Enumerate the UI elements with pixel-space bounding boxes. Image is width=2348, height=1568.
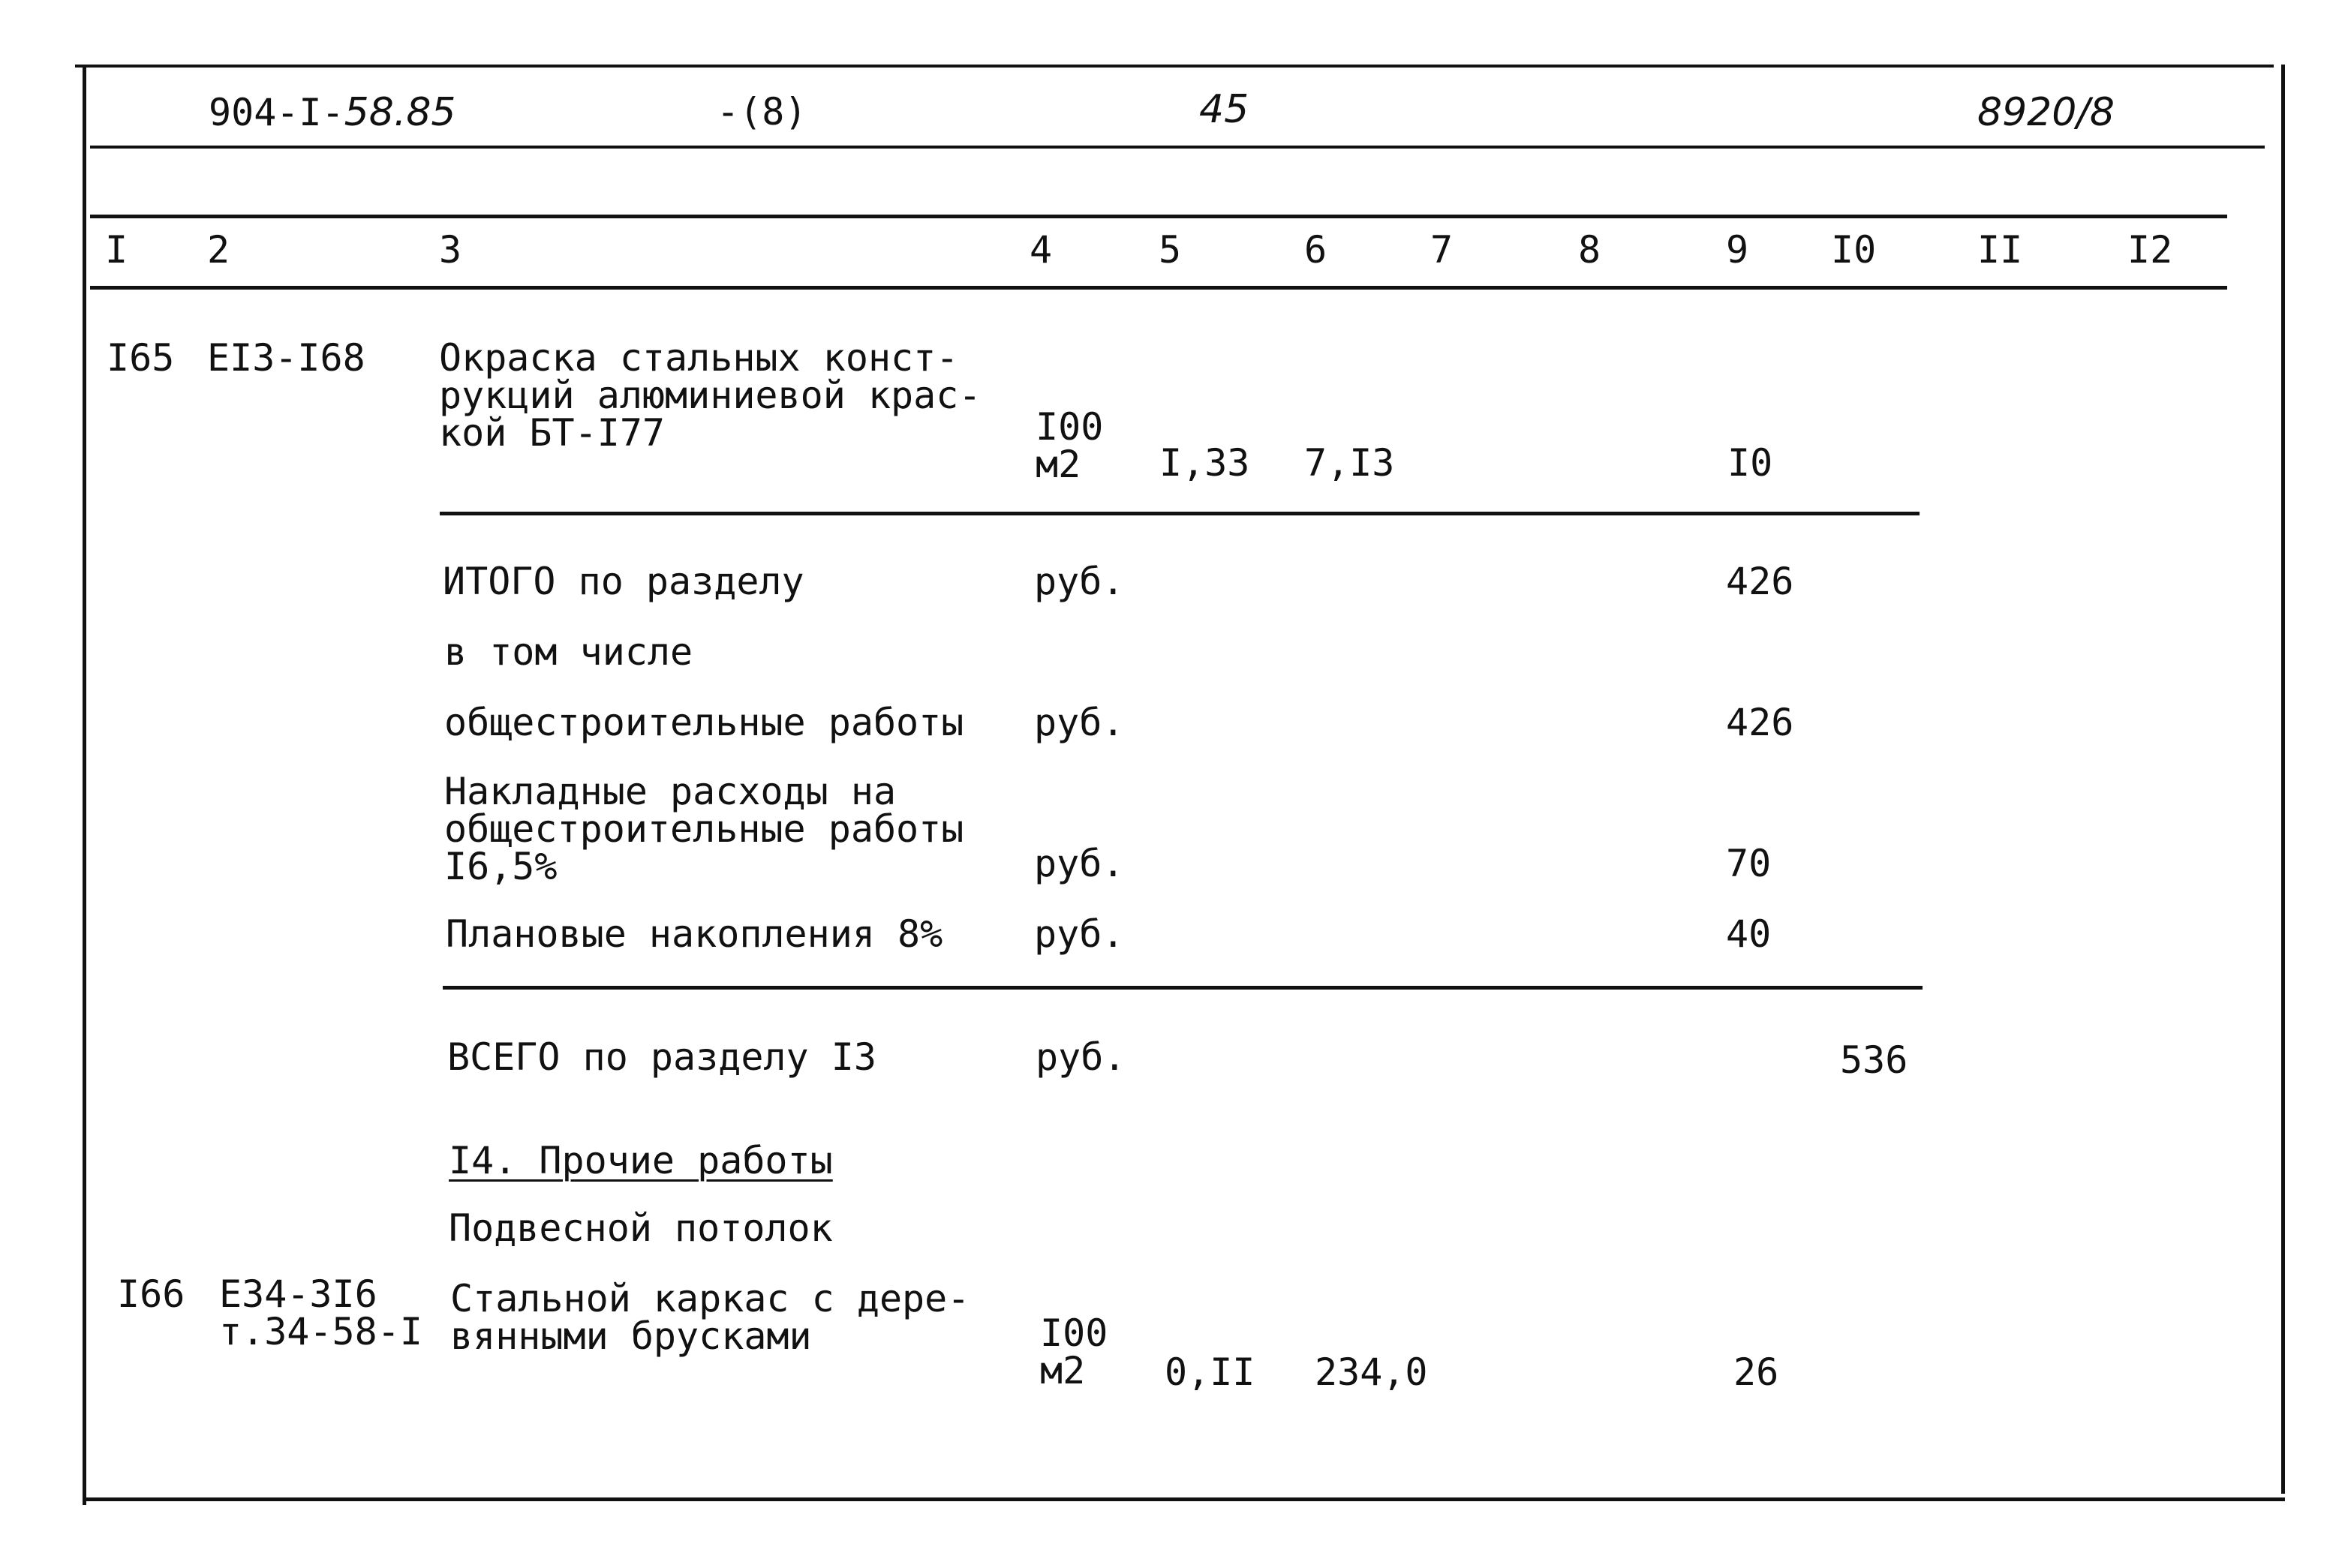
row-165-code: EI3-I68 [207, 336, 365, 380]
row-166-code: E34-3I6 т.34-58-I [219, 1272, 422, 1353]
overhead-label: Накладные расходы на общестроительные работы I6,5% [444, 770, 964, 888]
col-header-7: 7 [1430, 228, 1454, 272]
frame-right [2281, 65, 2285, 1494]
doc-code [209, 90, 456, 135]
col-header-12: I2 [2127, 228, 2173, 272]
col-header-4: 4 [1030, 228, 1053, 272]
row-166-quantity: 0,II [1165, 1350, 1255, 1394]
including-label: в том числе [444, 630, 693, 674]
grand-total-rule [443, 986, 1923, 990]
suspended-ceiling-label: Подвесной потолок [449, 1206, 833, 1250]
section-total-value: 426 [1726, 560, 1794, 603]
planned-savings-value: 40 [1726, 912, 1772, 956]
col-header-1: I [105, 228, 128, 272]
doc-code-prefix: 904-I- [209, 91, 344, 134]
general-works-value: 426 [1726, 701, 1794, 744]
col-header-3: 3 [439, 228, 462, 272]
row-166-unit: I00 м2 [1040, 1311, 1108, 1392]
col-header-8: 8 [1578, 228, 1601, 272]
column-header-bottom-rule [90, 286, 2227, 290]
col-header-9: 9 [1726, 228, 1749, 272]
general-works-label: общестроительные работы [444, 701, 964, 744]
section-14-heading: I4. Прочие работы [449, 1139, 833, 1182]
column-header-top-rule [90, 215, 2227, 218]
frame-top [75, 65, 2274, 68]
section-total-unit: руб. [1034, 560, 1125, 603]
header-rule [90, 146, 2265, 149]
col-header-11: II [1977, 228, 2023, 272]
overhead-value: 70 [1726, 842, 1772, 885]
row-166-total: 26 [1733, 1350, 1779, 1394]
col-header-5: 5 [1159, 228, 1182, 272]
row-165-total: I0 [1727, 441, 1773, 485]
overhead-unit: руб. [1034, 842, 1125, 885]
row-165-unit: I00 м2 [1036, 405, 1104, 486]
row-166-unit-price: 234,0 [1315, 1350, 1428, 1394]
col-header-2: 2 [207, 228, 230, 272]
frame-bottom [83, 1497, 2285, 1501]
general-works-unit: руб. [1034, 701, 1125, 744]
col-header-10: I0 [1831, 228, 1877, 272]
archive-number: 8920/8 [1977, 90, 2115, 135]
planned-savings-label: Плановые накопления 8% [446, 912, 943, 956]
planned-savings-unit: руб. [1034, 912, 1125, 956]
doc-code-handwritten: 58.85 [344, 90, 456, 135]
row-165-description: Окраска стальных конст- рукций алюминиевой крас- кой БТ-I77 [439, 336, 982, 455]
sheet-number: -(8) [717, 90, 807, 134]
frame-left [83, 65, 86, 1505]
subtotal-rule [440, 512, 1920, 515]
section-total-label: ИТОГО по разделу [443, 560, 804, 603]
row-165-unit-price: 7,I3 [1304, 441, 1395, 485]
page-number: 45 [1199, 87, 1249, 132]
grand-total-unit: руб. [1036, 1035, 1126, 1079]
row-165-number: I65 [107, 336, 175, 380]
grand-total-value: 536 [1840, 1038, 1908, 1082]
row-166-description: Стальной каркас с дере- вянными брусками [450, 1277, 970, 1358]
col-header-6: 6 [1304, 228, 1327, 272]
row-165-quantity: I,33 [1159, 441, 1250, 485]
row-166-number: I66 [117, 1272, 185, 1316]
grand-total-label: ВСЕГО по разделу I3 [447, 1035, 876, 1079]
